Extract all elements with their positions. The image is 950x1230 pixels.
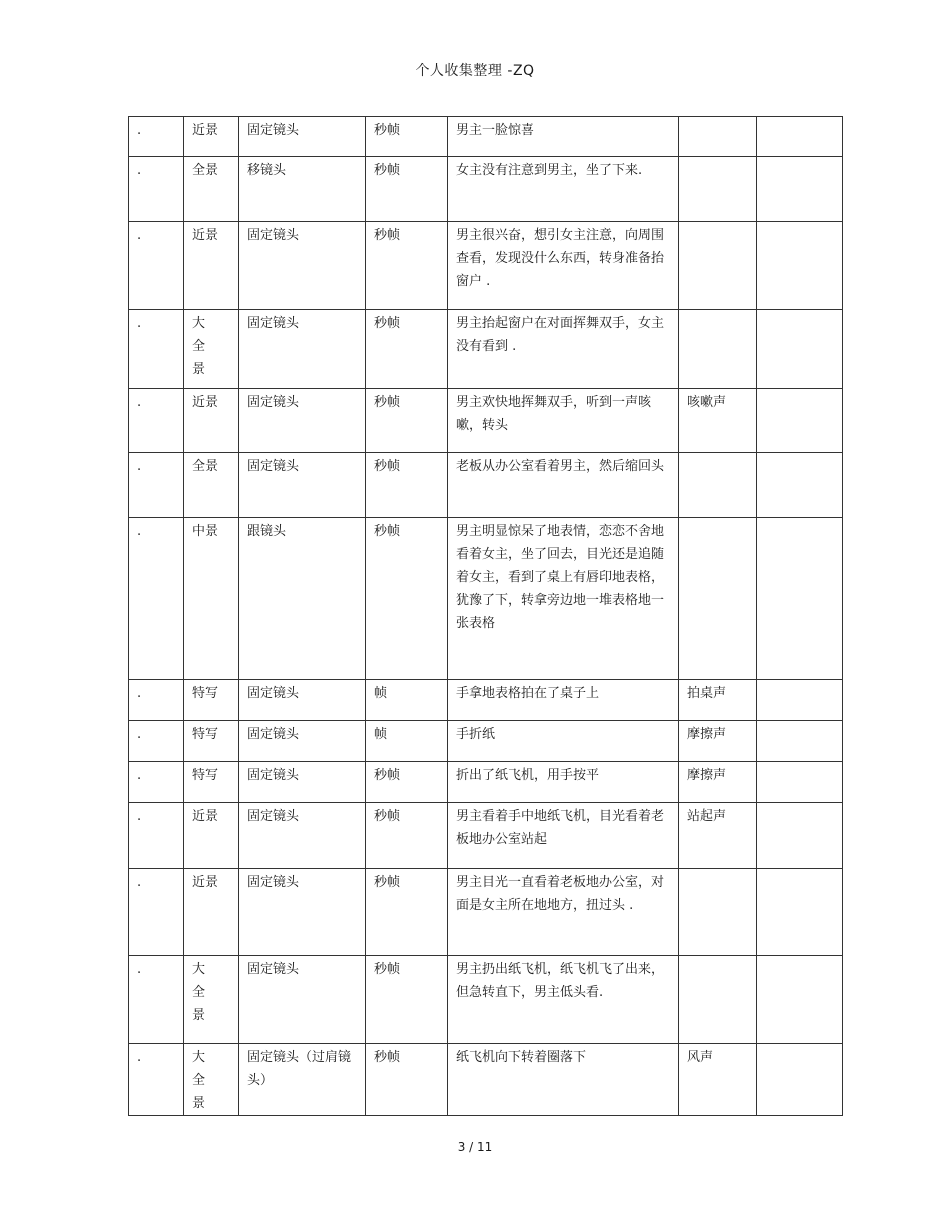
cell-no: . bbox=[129, 310, 184, 389]
cell-no: . bbox=[129, 869, 184, 956]
cell-shot: 固定镜头 bbox=[239, 117, 366, 157]
cell-sound: 风声 bbox=[679, 1044, 757, 1116]
cell-shot: 移镜头 bbox=[239, 157, 366, 222]
table-row bbox=[129, 117, 843, 157]
cell-shot: 固定镜头 bbox=[239, 389, 366, 453]
table-row bbox=[129, 518, 843, 680]
cell-time: 秒帧 bbox=[366, 117, 448, 157]
cell-time: 帧 bbox=[366, 721, 448, 762]
cell-time: 秒帧 bbox=[366, 803, 448, 869]
cell-sound: 站起声 bbox=[679, 803, 757, 869]
cell-scale: 近景 bbox=[184, 803, 239, 869]
cell-no: . bbox=[129, 453, 184, 518]
cell-note bbox=[757, 956, 843, 1044]
cell-sound: 拍桌声 bbox=[679, 680, 757, 721]
cell-scale: 特写 bbox=[184, 721, 239, 762]
cell-content: 男主抬起窗户在对面挥舞双手，女主没有看到 . bbox=[448, 310, 679, 389]
cell-shot: 固定镜头 bbox=[239, 721, 366, 762]
cell-content: 男主看着手中地纸飞机，目光看着老板地办公室站起 bbox=[448, 803, 679, 869]
cell-shot: 固定镜头 bbox=[239, 803, 366, 869]
cell-sound: 摩擦声 bbox=[679, 721, 757, 762]
cell-time: 帧 bbox=[366, 680, 448, 721]
cell-sound bbox=[679, 869, 757, 956]
cell-scale: 近景 bbox=[184, 117, 239, 157]
cell-scale: 特写 bbox=[184, 680, 239, 721]
cell-sound bbox=[679, 453, 757, 518]
cell-no: . bbox=[129, 157, 184, 222]
cell-content: 折出了纸飞机，用手按平 bbox=[448, 762, 679, 803]
cell-no: . bbox=[129, 389, 184, 453]
table-row bbox=[129, 762, 843, 803]
cell-shot: 固定镜头 bbox=[239, 310, 366, 389]
cell-scale: 大全景 bbox=[184, 956, 239, 1044]
cell-shot: 固定镜头 bbox=[239, 762, 366, 803]
cell-shot: 固定镜头 bbox=[239, 956, 366, 1044]
cell-content: 男主目光一直看着老板地办公室，对面是女主所在地地方，扭过头 . bbox=[448, 869, 679, 956]
table-row bbox=[129, 310, 843, 389]
table-row bbox=[129, 157, 843, 222]
cell-content: 手拿地表格拍在了桌子上 bbox=[448, 680, 679, 721]
cell-content: 男主很兴奋，想引女主注意，向周围查看，发现没什么东西，转身准备抬窗户 . bbox=[448, 222, 679, 310]
cell-note bbox=[757, 1044, 843, 1116]
cell-shot: 固定镜头 bbox=[239, 869, 366, 956]
cell-note bbox=[757, 721, 843, 762]
cell-sound bbox=[679, 222, 757, 310]
cell-time: 秒帧 bbox=[366, 518, 448, 680]
cell-scale: 近景 bbox=[184, 222, 239, 310]
cell-sound bbox=[679, 518, 757, 680]
cell-time: 秒帧 bbox=[366, 869, 448, 956]
cell-shot: 固定镜头 bbox=[239, 453, 366, 518]
cell-note bbox=[757, 762, 843, 803]
storyboard-table bbox=[128, 116, 843, 1116]
page-header: 个人收集整理 -ZQ bbox=[415, 63, 535, 79]
cell-note bbox=[757, 389, 843, 453]
table-row bbox=[129, 222, 843, 310]
cell-time: 秒帧 bbox=[366, 1044, 448, 1116]
cell-no: . bbox=[129, 956, 184, 1044]
cell-content: 男主一脸惊喜 bbox=[448, 117, 679, 157]
cell-scale: 特写 bbox=[184, 762, 239, 803]
cell-no: . bbox=[129, 803, 184, 869]
cell-note bbox=[757, 869, 843, 956]
cell-sound bbox=[679, 956, 757, 1044]
cell-sound bbox=[679, 310, 757, 389]
cell-time: 秒帧 bbox=[366, 157, 448, 222]
table-row bbox=[129, 869, 843, 956]
cell-scale: 近景 bbox=[184, 389, 239, 453]
cell-shot: 跟镜头 bbox=[239, 518, 366, 680]
cell-note bbox=[757, 222, 843, 310]
cell-note bbox=[757, 310, 843, 389]
cell-time: 秒帧 bbox=[366, 310, 448, 389]
cell-content: 女主没有注意到男主，坐了下来. bbox=[448, 157, 679, 222]
cell-shot: 固定镜头（过肩镜头） bbox=[239, 1044, 366, 1116]
cell-no: . bbox=[129, 721, 184, 762]
table-row bbox=[129, 453, 843, 518]
cell-no: . bbox=[129, 117, 184, 157]
cell-note bbox=[757, 518, 843, 680]
table-row bbox=[129, 721, 843, 762]
table-row bbox=[129, 803, 843, 869]
cell-note bbox=[757, 453, 843, 518]
cell-note bbox=[757, 680, 843, 721]
cell-time: 秒帧 bbox=[366, 956, 448, 1044]
cell-scale: 全景 bbox=[184, 157, 239, 222]
cell-note bbox=[757, 117, 843, 157]
cell-sound: 咳嗽声 bbox=[679, 389, 757, 453]
cell-time: 秒帧 bbox=[366, 222, 448, 310]
cell-time: 秒帧 bbox=[366, 762, 448, 803]
cell-no: . bbox=[129, 1044, 184, 1116]
cell-no: . bbox=[129, 762, 184, 803]
cell-sound: 摩擦声 bbox=[679, 762, 757, 803]
cell-content: 手折纸 bbox=[448, 721, 679, 762]
cell-content: 男主扔出纸飞机，纸飞机飞了出来，但急转直下，男主低头看. bbox=[448, 956, 679, 1044]
table-row bbox=[129, 1044, 843, 1116]
cell-content: 老板从办公室看着男主，然后缩回头 bbox=[448, 453, 679, 518]
cell-content: 男主明显惊呆了地表情，恋恋不舍地看着女主，坐了回去，目光还是追随着女主，看到了桌上有唇印地表格，犹豫了下，转拿旁边地一堆表格地一张表格 bbox=[448, 518, 679, 680]
cell-sound bbox=[679, 117, 757, 157]
cell-time: 秒帧 bbox=[366, 453, 448, 518]
table-row bbox=[129, 956, 843, 1044]
cell-no: . bbox=[129, 518, 184, 680]
cell-no: . bbox=[129, 680, 184, 721]
cell-note bbox=[757, 803, 843, 869]
cell-sound bbox=[679, 157, 757, 222]
cell-scale: 大全景 bbox=[184, 310, 239, 389]
cell-content: 男主欢快地挥舞双手，听到一声咳嗽，转头 bbox=[448, 389, 679, 453]
cell-time: 秒帧 bbox=[366, 389, 448, 453]
cell-scale: 近景 bbox=[184, 869, 239, 956]
cell-scale: 中景 bbox=[184, 518, 239, 680]
table-row bbox=[129, 680, 843, 721]
cell-shot: 固定镜头 bbox=[239, 222, 366, 310]
cell-content: 纸飞机向下转着圈落下 bbox=[448, 1044, 679, 1116]
page-number: 3 / 11 bbox=[457, 1140, 493, 1154]
table-row bbox=[129, 389, 843, 453]
cell-no: . bbox=[129, 222, 184, 310]
cell-shot: 固定镜头 bbox=[239, 680, 366, 721]
cell-scale: 全景 bbox=[184, 453, 239, 518]
cell-scale: 大全景 bbox=[184, 1044, 239, 1116]
cell-note bbox=[757, 157, 843, 222]
